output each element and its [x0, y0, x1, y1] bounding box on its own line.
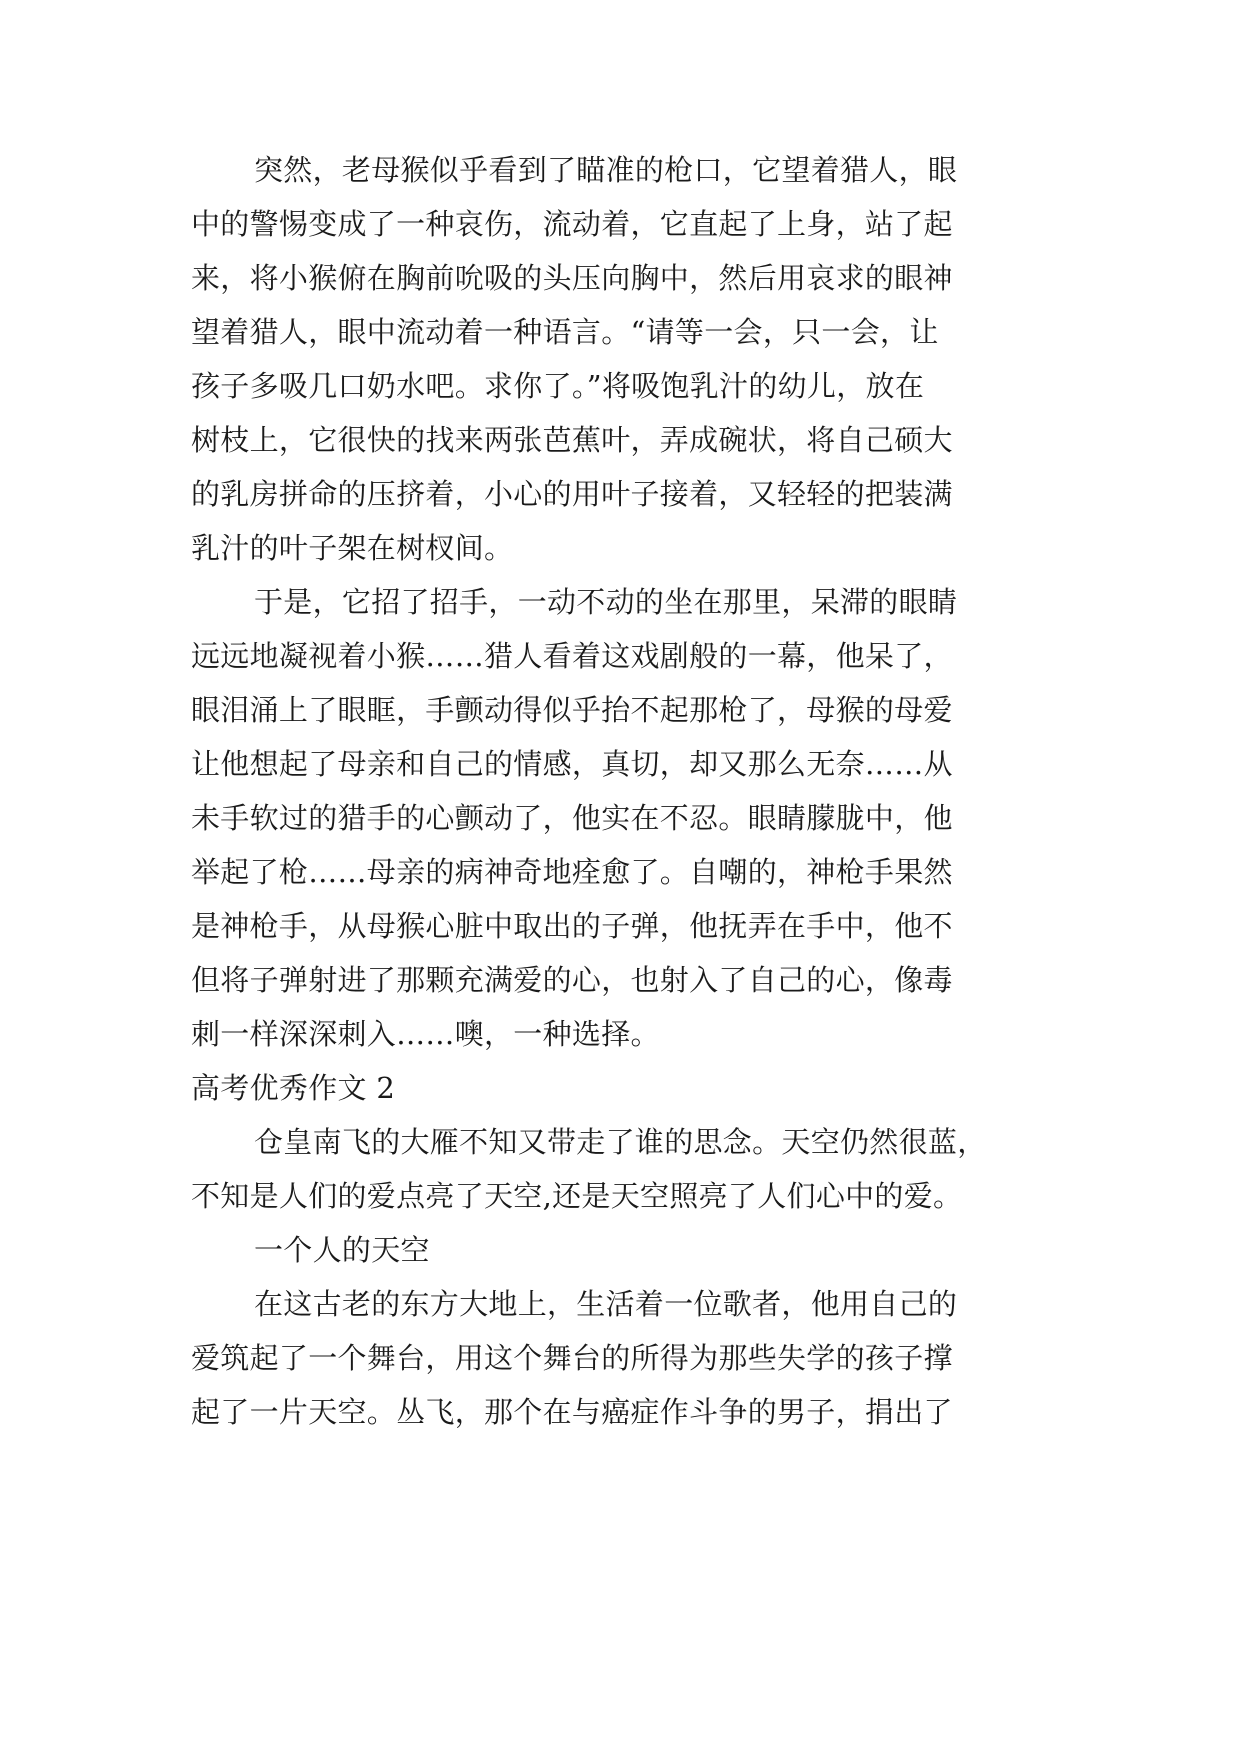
text-line: 未手软过的猎手的心颤动了，他实在不忍。眼睛朦胧中，他	[191, 801, 953, 835]
text-line: 刺一样深深刺入……噢，一种选择。	[191, 1017, 660, 1051]
text-line: 乳汁的叶子架在树杈间。	[191, 531, 514, 565]
text-line: 举起了枪……母亲的病神奇地痊愈了。自嘲的，神枪手果然	[191, 855, 953, 889]
essay-subtitle: 一个人的天空	[254, 1233, 430, 1267]
text-line: 是神枪手，从母猴心脏中取出的子弹，他抚弄在手中，他不	[191, 909, 953, 943]
text-line: 起了一片天空。丛飞，那个在与癌症作斗争的男子，捐出了	[191, 1395, 953, 1429]
text-line: 孩子多吸几口奶水吧。求你了。”将吸饱乳汁的幼儿，放在	[191, 369, 925, 403]
text-line: 仓皇南飞的大雁不知又带走了谁的思念。天空仍然很蓝，	[254, 1125, 987, 1159]
text-line: 让他想起了母亲和自己的情感，真切，却又那么无奈……从	[191, 747, 953, 781]
text-line: 望着猎人，眼中流动着一种语言。“请等一会，只一会，让	[191, 315, 939, 349]
text-line: 眼泪涌上了眼眶，手颤动得似乎抬不起那枪了，母猴的母爱	[191, 693, 953, 727]
text-line: 来，将小猴俯在胸前吮吸的头压向胸中，然后用哀求的眼神	[191, 261, 953, 295]
section-heading: 高考优秀作文 2	[191, 1071, 396, 1105]
text-line: 树枝上，它很快的找来两张芭蕉叶，弄成碗状，将自己硕大	[191, 423, 953, 457]
text-line: 不知是人们的爱点亮了天空,还是天空照亮了人们心中的爱。	[191, 1179, 963, 1213]
text-line: 远远地凝视着小猴……猎人看着这戏剧般的一幕，他呆了，	[191, 639, 953, 673]
text-line: 突然，老母猴似乎看到了瞄准的枪口，它望着猎人，眼	[254, 153, 958, 187]
text-line: 在这古老的东方大地上，生活着一位歌者，他用自己的	[254, 1287, 958, 1321]
text-line: 的乳房拼命的压挤着，小心的用叶子接着，又轻轻的把装满	[191, 477, 953, 511]
text-line: 于是，它招了招手，一动不动的坐在那里，呆滞的眼睛	[254, 585, 958, 619]
text-line: 爱筑起了一个舞台，用这个舞台的所得为那些失学的孩子撑	[191, 1341, 953, 1375]
text-line: 但将子弹射进了那颗充满爱的心，也射入了自己的心，像毒	[191, 963, 953, 997]
text-line: 中的警惕变成了一种哀伤，流动着，它直起了上身，站了起	[191, 207, 953, 241]
